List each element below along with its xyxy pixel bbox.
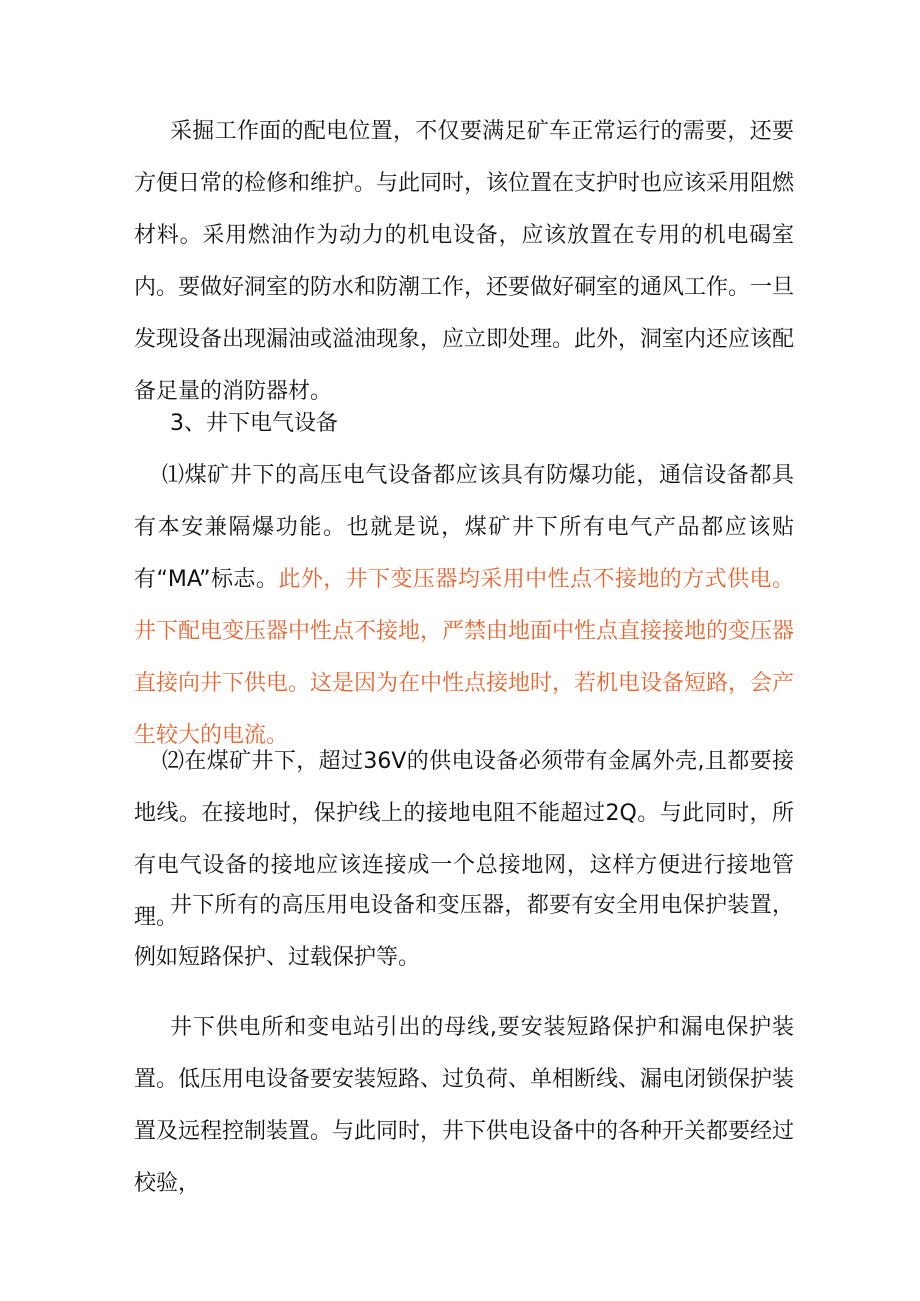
paragraph-text: 井下供电所和变电站引出的母线,要安装短路保护和漏电保护装置。低压用电设备要安装短路、过负荷、单相断线、漏电闭锁保护装置及远程控制装置。与此同时，井下供电设备中的各种开关都要经过校验， — [134, 1015, 795, 1196]
paragraph-distribution-location — [134, 106, 794, 418]
paragraph-explosion-proof — [134, 450, 794, 762]
paragraph-text: 井下所有的高压用电设备和变压器，都要有安全用电保护装置，例如短路保护、过载保护等。 — [134, 893, 794, 970]
paragraph-text: 采掘工作面的配电位置，不仅要满足矿车正常运行的需要，还要方便日常的检修和维护。与此同时，该位置在支护时也应该采用阻燃材料。采用燃油作为动力的机电设备，应该放置在专用的机电碣室内。要做好洞室的防水和防潮工作，还要做好硐室的通风工作。一旦发现设备出现漏油或溢油现象，应立即处理。此外，洞室内还应该配备足量的消防器材。 — [134, 119, 795, 404]
paragraph-text: ⑵在煤矿井下，超过36V的供电设备必须带有金属外壳,且都要接地线。在接地时，保护线上的接地电阻不能超过2Q。与此同时，所有电气设备的接地应该连接成一个总接地网，这样方便进行接地管理。 — [134, 749, 794, 930]
paragraph-protection-devices — [134, 880, 794, 984]
paragraph-text: ⑴煤矿井下的高压电气设备都应该具有防爆功能，通信设备都具有本安兼隔爆功能。也就是说，煤矿井下所有电气产品都应该贴有“MA”标志。 — [134, 463, 794, 592]
section-heading-underground-electrical: 3、井下电气设备 — [170, 411, 338, 436]
paragraph-busbar-protection — [134, 1002, 794, 1210]
highlighted-text: 此外，井下变压器均采用中性点不接地的方式供电。井下配电变压器中性点不接地，严禁由地面中性点直接接地的变压器直接向井下供电。这是因为在中性点接地时，若机电设备短路，会产生较大的电流。 — [134, 567, 795, 748]
